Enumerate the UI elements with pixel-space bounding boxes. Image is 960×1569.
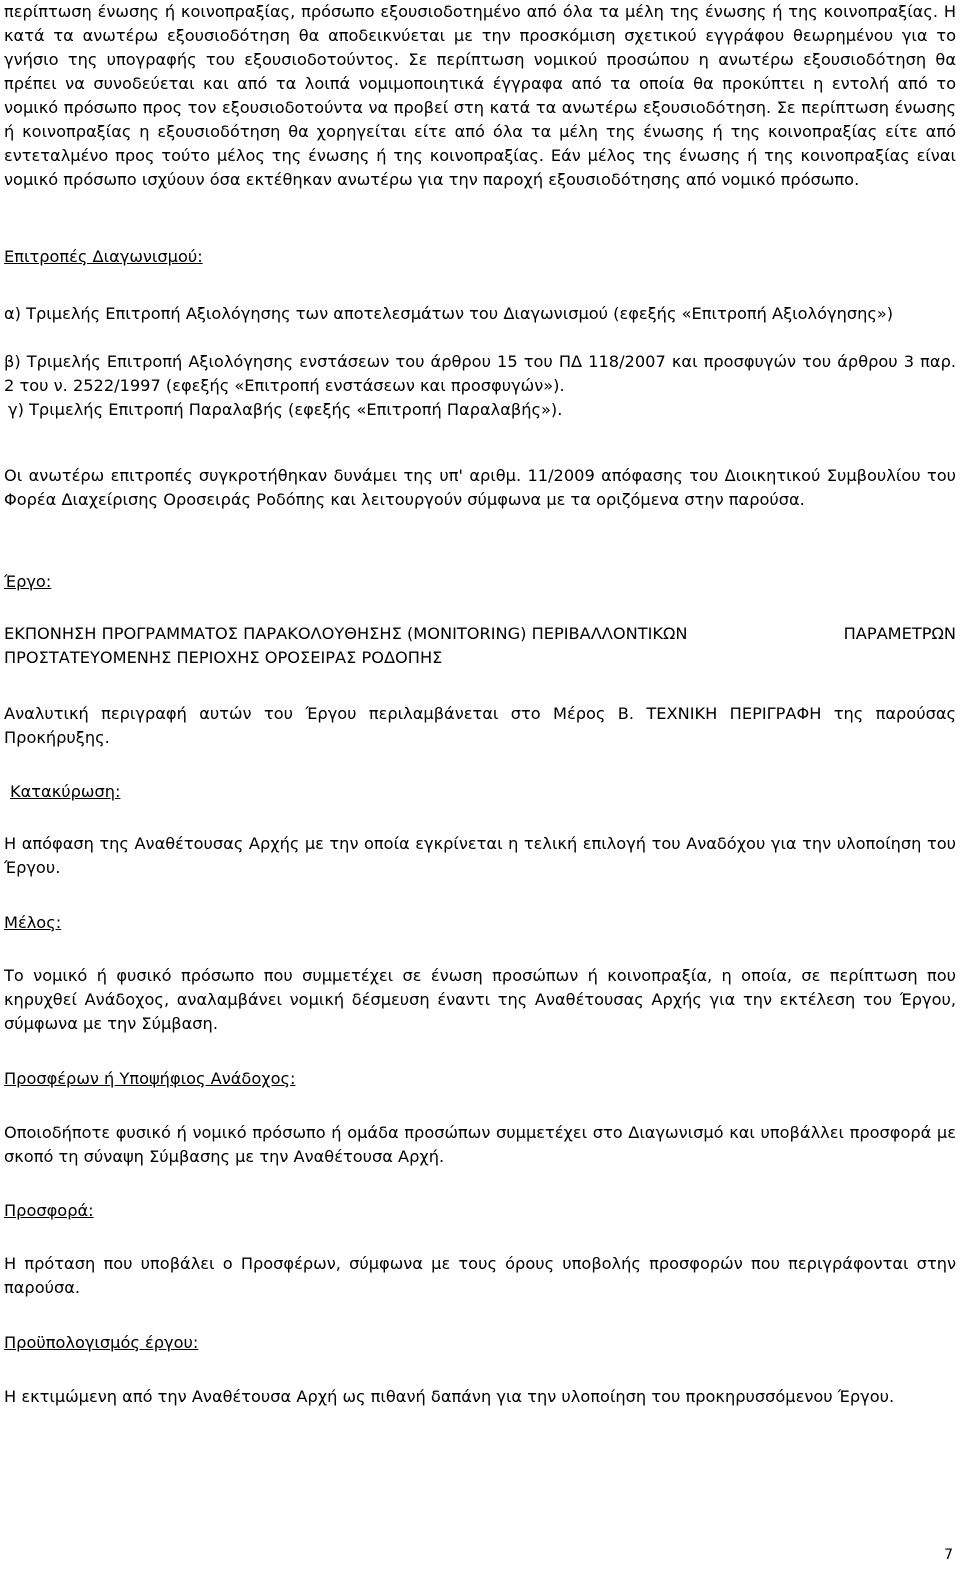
intro-paragraph: περίπτωση ένωσης ή κοινοπραξίας, πρόσωπο εξουσιοδοτημένο από όλα τα μέλη της ένωσης ή της κοινοπραξίας. Η κατά τα ανωτέρω εξουσιοδότηση θα αποδεικνύεται με την προσκόμιση σχετικού εγγράφου θεωρημένου για το γνήσιο της υπογραφής του εξουσιοδοτούντος. Σε περίπτωση νομικού προσώπου η ανωτέρω εξουσιοδότηση θα πρέπει να συνοδεύεται και από τα λοιπά νομιμοποιητικά έγγραφα από τα οποία θα προκύπτει η εντολή από το νομικό πρόσωπο προς τον εξουσιοδοτούντα να προβεί στη κατά τα ανωτέρω εξουσιοδότηση. Σε περίπτωση ένωσης ή κοινοπραξίας η εξουσιοδότηση θα χορηγείται είτε από όλα τα μέλη της ένωσης ή της κοινοπραξίας είτε από εντεταλμένο προς τούτο μέλος της ένωσης ή της κοινοπραξίας. Εάν μέλος της ένωσης ή της κοινοπραξίας είναι νομικό πρόσωπο ισχύουν όσα εκτέθηκαν ανωτέρω για την παροχή εξουσιοδότησης από νομικό πρόσωπο. — [4, 2, 956, 189]
project-heading: Έργο: — [4, 572, 52, 591]
budget-heading: Προϋπολογισμός έργου: — [4, 1333, 199, 1352]
committees-heading: Επιτροπές Διαγωνισμού: — [4, 247, 203, 266]
committee-item-a: α) Τριμελής Επιτροπή Αξιολόγησης των αποτελεσμάτων του Διαγωνισμού (εφεξής «Επιτροπή Αξιολόγησης») — [4, 304, 894, 323]
page-number: 7 — [944, 1547, 953, 1563]
bidder-heading: Προσφέρων ή Υποψήφιος Ανάδοχος: — [4, 1069, 296, 1088]
project-title-line1-end: ΠΑΡΑΜΕΤΡΩΝ — [843, 624, 956, 643]
project-title-line2: ΠΡΟΣΤΑΤΕΥΟΜΕΝΗΣ ΠΕΡΙΟΧΗΣ ΟΡΟΣΕΙΡΑΣ ΡΟΔΟΠΗΣ — [4, 648, 443, 667]
committee-item-c: γ) Τριμελής Επιτροπή Παραλαβής (εφεξής «Επιτροπή Παραλαβής»). — [8, 400, 563, 419]
committees-note: Οι ανωτέρω επιτροπές συγκροτήθηκαν δυνάμει της υπ' αριθμ. 11/2009 απόφασης του Διοικητικού Συμβουλίου του Φορέα Διαχείρισης Οροσειράς Ροδόπης και λειτουργούν σύμφωνα με τα οριζόμενα στην παρούσα. — [4, 466, 956, 509]
award-heading: Κατακύρωση: — [10, 782, 121, 801]
budget-text: Η εκτιμώμενη από την Αναθέτουσα Αρχή ως πιθανή δαπάνη για την υλοποίηση του προκηρυσσόμενου Έργου. — [4, 1387, 895, 1406]
member-heading: Μέλος: — [4, 913, 62, 932]
member-text: Το νομικό ή φυσικό πρόσωπο που συμμετέχει σε ένωση προσώπων ή κοινοπραξία, η οποία, σε περίπτωση που κηρυχθεί Ανάδοχος, αναλαμβάνει νομική δέσμευση έναντι της Αναθέτουσας Αρχής για την εκτέλεση του Έργου, σύμφωνα με την Σύμβαση. — [4, 966, 956, 1033]
project-title-line1: ΕΚΠΟΝΗΣΗ ΠΡΟΓΡΑΜΜΑΤΟΣ ΠΑΡΑΚΟΛΟΥΘΗΣΗΣ (MONITORING) ΠΕΡΙΒΑΛΛΟΝΤΙΚΩΝ — [4, 624, 688, 643]
bidder-text: Οποιοδήποτε φυσικό ή νομικό πρόσωπο ή ομάδα προσώπων συμμετέχει στο Διαγωνισμό και υποβάλλει προσφορά με σκοπό τη σύναψη Σύμβασης με την Αναθέτουσα Αρχή. — [4, 1123, 956, 1166]
offer-heading: Προσφορά: — [4, 1201, 94, 1220]
offer-text: Η πρόταση που υποβάλει ο Προσφέρων, σύμφωνα με τους όρους υποβολής προσφορών που περιγράφονται στην παρούσα. — [4, 1254, 956, 1297]
project-description: Αναλυτική περιγραφή αυτών του Έργου περιλαμβάνεται στο Μέρος Β. ΤΕΧΝΙΚΗ ΠΕΡΙΓΡΑΦΗ της παρούσας Προκήρυξης. — [4, 704, 956, 747]
committee-item-b: β) Τριμελής Επιτροπή Αξιολόγησης ενστάσεων του άρθρου 15 του ΠΔ 118/2007 και προσφυγών του άρθρου 3 παρ. 2 του ν. 2522/1997 (εφεξής «Επιτροπή ενστάσεων και προσφυγών»). — [4, 352, 956, 395]
award-text: Η απόφαση της Αναθέτουσας Αρχής με την οποία εγκρίνεται η τελική επιλογή του Αναδόχου για την υλοποίηση του Έργου. — [4, 834, 956, 877]
